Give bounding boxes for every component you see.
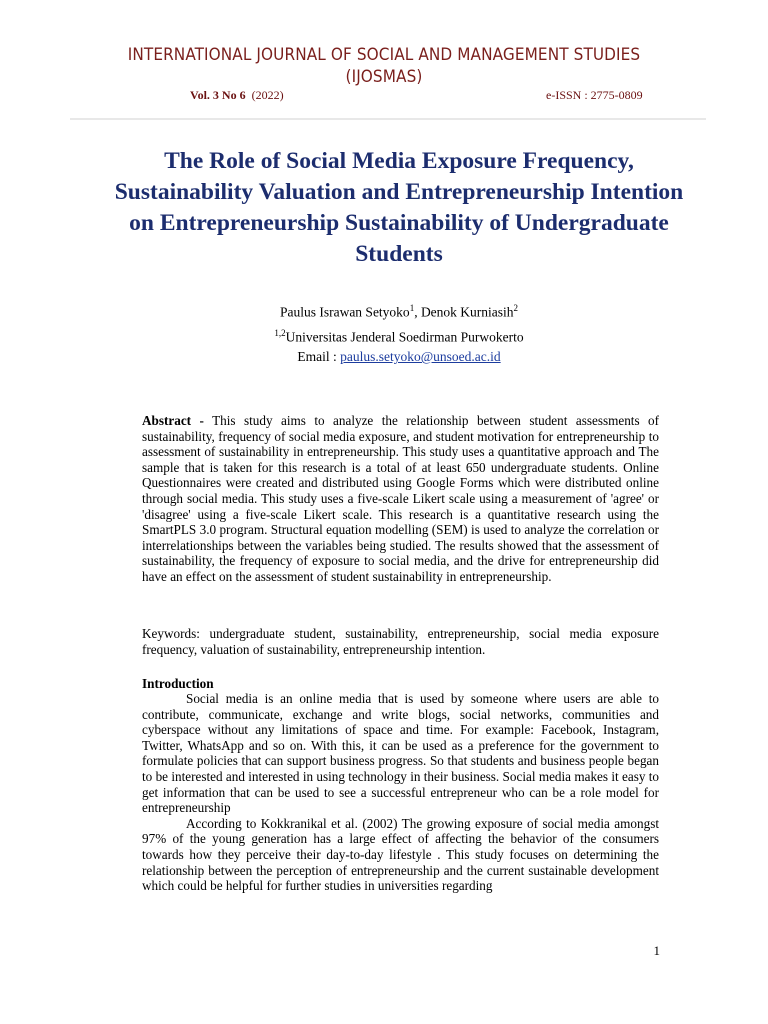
journal-meta-line xyxy=(190,88,648,104)
author-names xyxy=(30,298,768,323)
journal-abbreviation: (IJOSMAS) xyxy=(345,67,423,87)
abstract xyxy=(142,413,659,585)
email-line xyxy=(30,347,768,367)
author-superscript: 1 xyxy=(409,303,415,313)
paragraph: According to Kokkranikal et al. (2002) The growing exposure of social media amongst 97% of the young generation has a large effect of affecting the behavior of the consumers towards how they perceive their day-to-day lifestyle . This study focuses on determining the relationship between the perception of entrepreneurship and the current sustainable development which could be helpful for further studies in universities regarding xyxy=(142,815,659,894)
journal-header xyxy=(0,44,768,88)
volume-info xyxy=(190,88,284,103)
author-name: Paulus Israwan Setyoko xyxy=(279,304,410,320)
page-number: 1 xyxy=(653,943,660,958)
email-label: Email : xyxy=(297,349,341,364)
author-block xyxy=(0,298,768,367)
paper-title: The Role of Social Media Exposure Frequency, Sustainability Valuation and Entrepreneurship Intention on Entrepreneurship Sustainability of Undergraduate Students xyxy=(114,148,684,267)
affiliation-line xyxy=(30,323,768,348)
introduction-body xyxy=(142,691,659,894)
author-name: Denok Kurniasih xyxy=(420,304,514,320)
keywords: Keywords: undergraduate student, sustainability, entrepreneurship, social media exposure frequency, valuation of sustainability, entrepreneurship intention. xyxy=(142,626,659,657)
abstract-text: This study aims to analyze the relationship between student assessments of sustainability, frequency of social media exposure, and student motivation for entrepreneurship to assessment of sustainability in entrepreneurship. This study uses a quantitative approach and The sample that is taken for this research is a total of at least 650 undergraduate students. Online Questionnaires were created and distributed using Google Forms which were distributed online through social media. This study uses a five-scale Likert scale using a measurement of 'agree' or 'disagree' using a five-scale Likert scale. This research is a quantitative research using the SmartPLS 3.0 program. Structural equation modelling (SEM) is used to analyze the correlation or interrelationships between the variables being studied. The results showed that the assessment of sustainability, the frequency of exposure to social media, and the drive for entrepreneurship did have an effect on the assessment of student sustainability in entrepreneurship. xyxy=(142,413,659,584)
issn: e-ISSN : 2775-0809 xyxy=(546,88,643,102)
volume-number: Vol. 3 No 6 xyxy=(190,88,246,102)
paragraph: Social media is an online media that is used by someone where users are able to contribute, communicate, exchange and write blogs, social networks, communities and cyberspace without any limitations of space and time. For example: Facebook, Instagram, Twitter, WhatsApp and so on. With this, it can be used as a preference for the government to formulate policies that can support business progress. So that students and business people began to be interested and interested in using technology in their business. Social media makes it easy to get information that can be used to see a successful entrepreneur who can be a role model for entrepreneurship xyxy=(142,691,659,816)
email-link[interactable]: paulus.setyoko@unsoed.ac.id xyxy=(340,349,501,364)
journal-name: INTERNATIONAL JOURNAL OF SOCIAL AND MANAGEMENT STUDIES xyxy=(127,45,641,65)
author-separator: , xyxy=(414,304,421,320)
affiliation: Universitas Jenderal Soedirman Purwokerto xyxy=(285,329,524,344)
affiliation-superscript: 1,2 xyxy=(274,327,286,338)
publication-year: (2022) xyxy=(251,88,284,102)
header-divider xyxy=(70,118,706,120)
abstract-label: Abstract - xyxy=(142,413,204,428)
section-heading-introduction: Introduction xyxy=(142,676,214,691)
author-superscript: 2 xyxy=(513,303,519,313)
